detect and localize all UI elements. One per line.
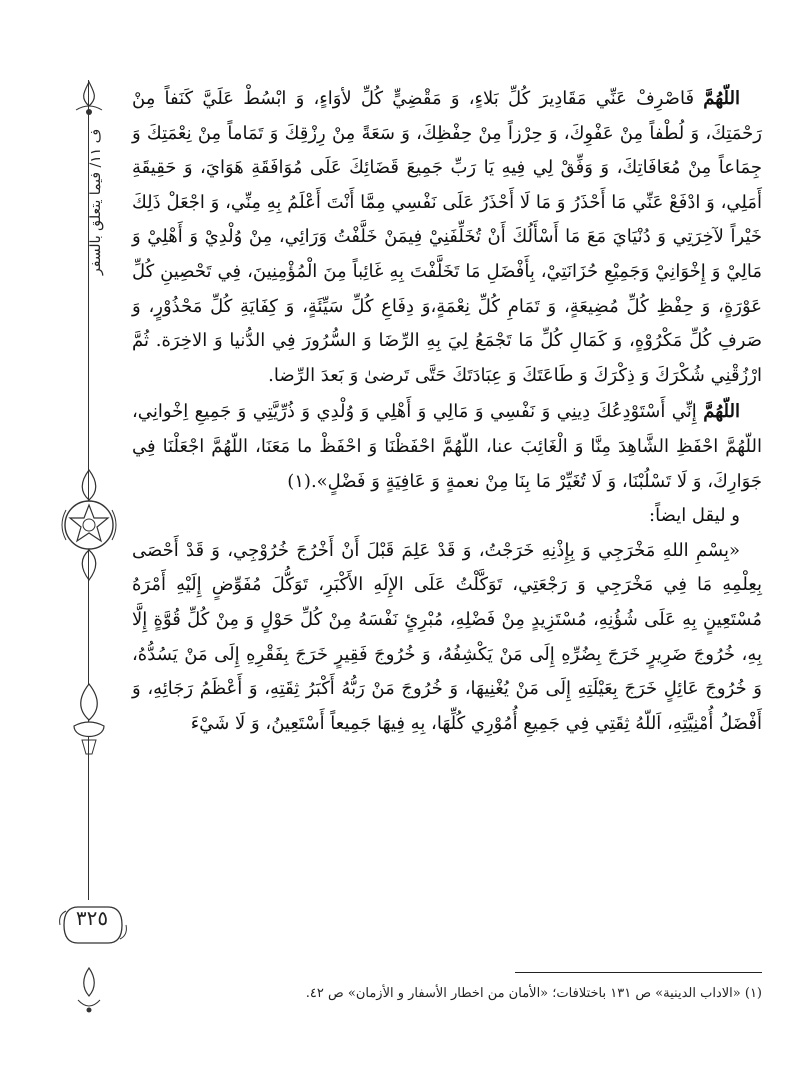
intro-line: و ليقل ايضاً: (649, 505, 740, 527)
footnote: (١) «الاداب الدينية» ص ١٣١ باختلافات؛ «الأمان من اخطار الأسفار و الأزمان» ص ٤٢. (305, 986, 762, 1001)
main-text (132, 82, 762, 741)
paragraph-text: فَاصْرِفْ عَنِّي مَقَادِيرَ كُلِّ بَلاءٍ، وَ مَقْضِيٍّ كُلِّ لأوَاءٍ، وَ ابْسُطْ عَلَيَّ كَنَفاً مِنْ رَحْمَتِكَ، وَ لُطْفاً مِنْ عَفْوِكَ، وَ حِرْزاً مِنْ حِفْظِكَ، وَ سَعَةً مِنْ رِزْقِكَ وَ تَمَاماً مِنْ نِعْمَتِكَ وَ جِمَاعاً مِنْ مُعَافَاتِكَ، وَ وَفِّقْ لِي فِيهِ يَا رَبِّ جَمِيعَ قَضَائِكَ عَلَى مُوَافَقَةِ هَوَايَ، وَ حَقِيقَةِ أَمَلِي، وَ ادْفَعْ عَنِّي مَا أَحْذَرُ وَ مَا لَا أَحْذَرُ عَلَى نَفْسِي مِمَّا أَنْتَ أَعْلَمُ بِهِ مِنِّي، وَ اجْعَلْ ذَلِكَ خَيْراً لآخِرَتِي وَ دُنْيَايَ مَعَ مَا أَسْأَلُكَ أَنْ تُخَلِّفَنِيْ فِيمَنْ خَلَّفْتُ وَرَائِي، مِنْ وُلْدِيْ وَ أَهْلِيْ وَ مَالِيْ وَ إِخْوَانِيْ وَجَمِيْعِ حُزَانَتِيْ، بِأَفْضَلِ مَا تَخَلَّفْتَ بِهِ غَائِباً مِنَ الْمُؤْمِنِينَ، فِي تَحْصِينِ كُلِّ عَوْرَةٍ، وَ حِفْظِ كُلِّ مُضِيعَةٍ، وَ تَمَامِ كُلِّ نِعْمَةٍ،وَ دِفَاعِ كُلِّ سَيِّئَةٍ، وَ كِفَايَةِ كُلِّ مَحْذُوْرٍ، وَ صَرفِ كُلِّ مَكْرُوْهٍ، وَ كَمَالِ كُلِّ مَا تَجْمَعُ لِيَ بِهِ الرِّضَا وَ السُّرُورَ فِي الدُّنيا وَ الاخِرَة. ثُمَّ ارْزُقْنِي شُكْرَكَ وَ ذِكْرَكَ وَ طَاعَتَكَ وَ عِبَادَتَكَ حَتَّى تَرضىٰ وَ بَعدَ الرِّضا. (132, 88, 762, 386)
paragraph-opening: اللّهُمَّ (703, 88, 740, 109)
paragraph-2 (132, 395, 762, 499)
star-medallion-icon (58, 460, 120, 590)
running-title: ف ١١/ فيما يتعلق بالسفر (88, 128, 104, 276)
paragraph-3: «بِسْمِ اللهِ مَخْرَجِي وَ بِإِذْنِهِ خَرَجْتُ، وَ قَدْ عَلِمَ قَبْلَ أَنْ أَخْرُجَ خُرُوْجِي، وَ قَدْ أَحْصَى بِعِلْمِهِ مَا فِي مَخْرَجِي وَ رَجْعَتِي، تَوَكَّلْتُ عَلَى الإِلَهِ الأَكْبَرِ، تَوَكُّلَ مُفَوِّضٍ إِلَيْهِ أَمْرَهُ مُسْتَعِينٍ بِهِ عَلَى شُؤُنِهِ، مُسْتَزِيدٍ مِنْ فَضْلِهِ، مُبْرِئٍ نَفْسَهُ مِنْ كُلِّ حَوْلٍ وَ مِنْ كُلِّ قُوَّةٍ إِلَّا بِهِ، خُرُوجَ ضَرِيرٍ خَرَجَ بِضُرِّهِ إِلَى مَنْ يَكْشِفُهُ، وَ خُرُوجَ فَقِيرٍ خَرَجَ بِفَقْرِهِ إِلَى مَنْ يَسُدُّهُ، وَ خُرُوجَ عَائِلٍ خَرَجَ بِعَيْلَتِهِ إِلَى مَنْ يُغْنِيهَا، وَ خُرُوجَ مَنْ رَبُّهُ أَكْبَرُ ثِقَتِهِ، وَ أَعْظَمُ رَجَائِهِ، وَ أَفْضَلُ أُمْنِيَّتِهِ، اَللّهُ ثِقَتِي فِي جَمِيعِ أُمُوْرِي كُلِّهَا، بِهِ فِيهَا جَمِيعاً أَسْتَعِينُ، وَ لَا شَيْءَ (132, 539, 762, 734)
footnote-divider (515, 972, 762, 973)
page-number: ٣٢٥ (75, 906, 109, 930)
paragraph-text: إِنِّي أَسْتَوْدِعُكَ دِينِي وَ نَفْسِي وَ مَالِي وَ أَهْلِي وَ وُلْدِي وَ ذُرِّيَّتِي وَ جَمِيعِ اِخْوانِي، اللّهُمَّ احْفَظِ الشَّاهِدَ مِنَّا وَ الْغَائِبَ عنا، اللّهُمَّ احْفَظْنَا وَ احْفَظْ ما مَعَنَا، اللّهُمَّ اجْعَلْنَا فِي جَوَارِكَ، وَ لَا تَسْلُبْنَا، وَ لَا تُغَيِّرْ مَا بِنَا مِنْ نعمةٍ وَ عَافِيَةٍ وَ فَضْلٍ».(١) (132, 401, 762, 492)
paragraph-1 (132, 82, 762, 393)
bottom-finial-icon (58, 960, 120, 1020)
paragraph-opening: اللّهُمَّ (703, 401, 740, 423)
vase-ornament-icon (58, 680, 120, 760)
